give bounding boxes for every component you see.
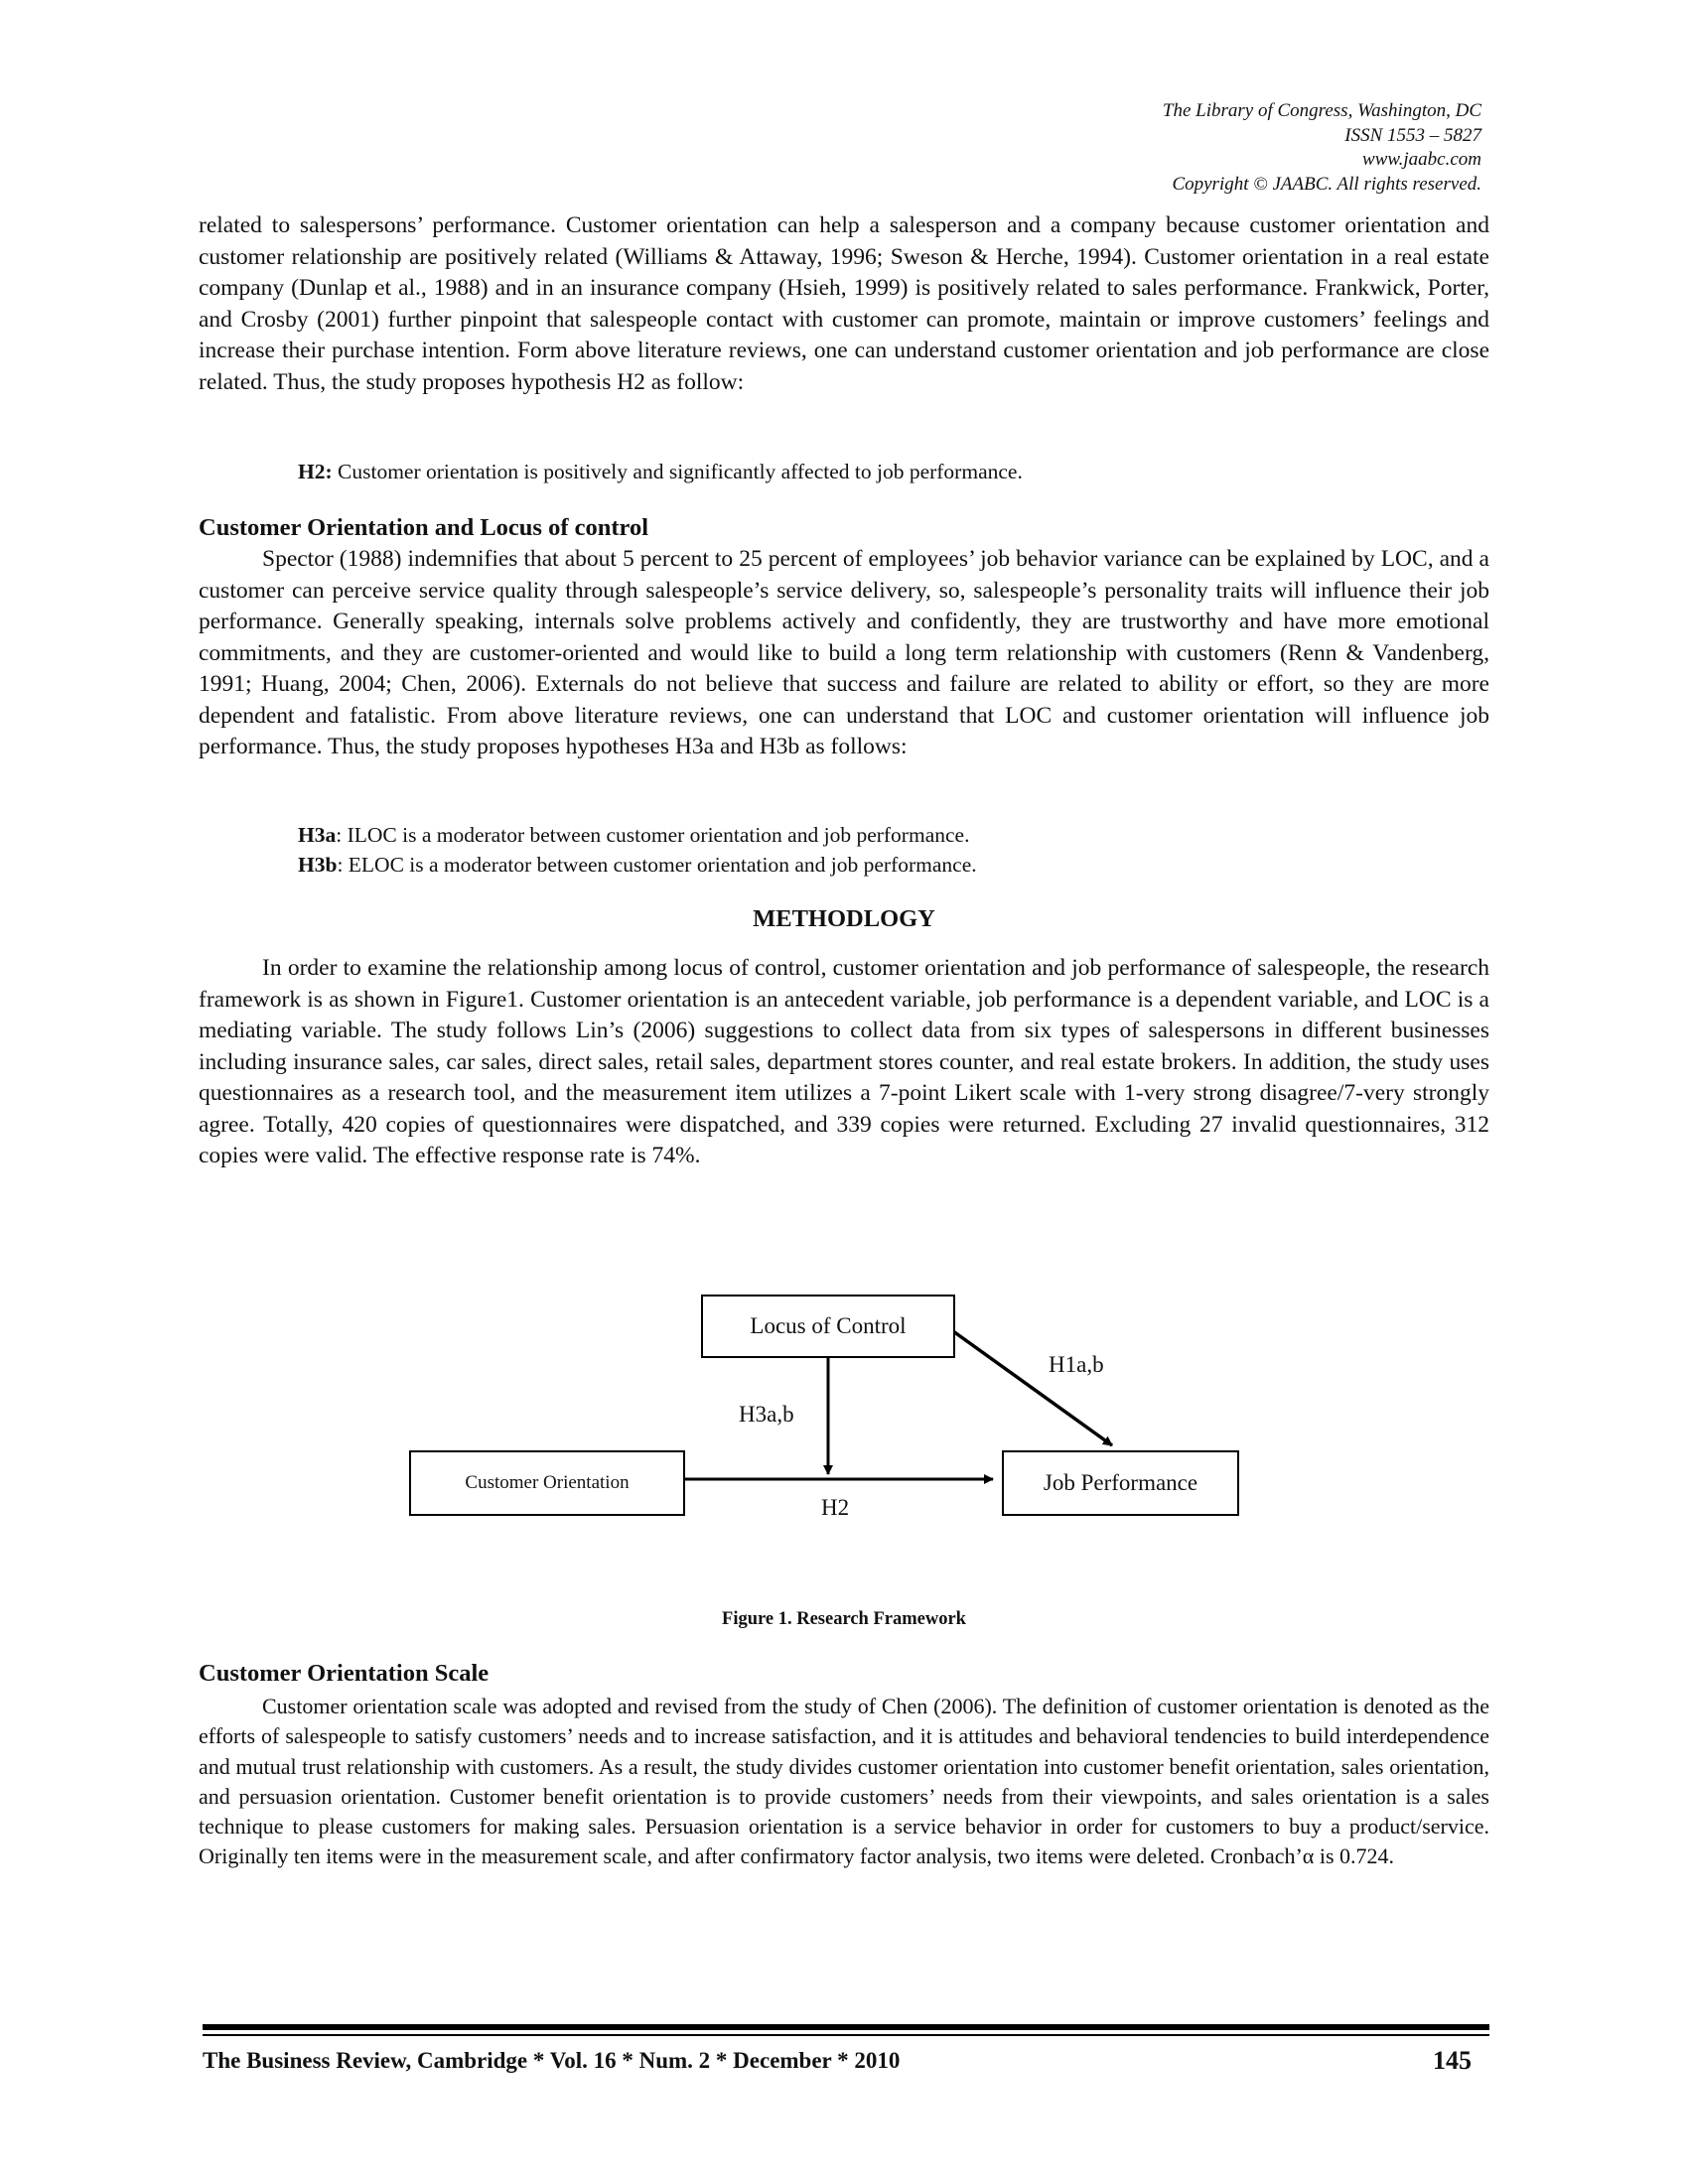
hypothesis-h3a-text: : ILOC is a moderator between customer orientation and job performance.	[336, 823, 970, 847]
header-issn: ISSN 1553 – 5827	[1344, 124, 1481, 146]
paragraph-methodology: In order to examine the relationship among locus of control, customer orientation and job performance of salespeople, the research framework is as shown in Figure1. Customer orientation is an antecedent variable, job performance is a dependent variable, and LOC is a mediating variable. The study follows Lin’s (2006) suggestions to collect data from six types of salespersons in different businesses including insurance sales, car sales, direct sales, retail sales, department stores counter, and real estate brokers. In addition, the study uses questionnaires as a research tool, and the measurement item utilizes a 7-point Likert scale with 1-very strong disagree/7-very strongly agree. Totally, 420 copies of questionnaires were dispatched, and 339 copies were returned. Excluding 27 invalid questionnaires, 312 copies were valid. The effective response rate is 74%.	[199, 955, 1489, 1168]
paragraph-scale: Customer orientation scale was adopted and revised from the study of Chen (2006). The definition of customer orientation is denoted as the efforts of salespeople to satisfy customers’ needs and to increase satisfaction, and it is attitudes and behavioral tendencies to build interdependence and mutual trust relationship with customers. As a result, the study divides customer orientation into customer benefit orientation, sales orientation, and persuasion orientation. Customer benefit orientation is to provide customers’ needs from their viewpoints, and sales orientation is a sales technique to please customers for making sales. Persuasion orientation is a service behavior in order for customers to buy a product/service. Originally ten items were in the measurement scale, and after confirmatory factor analysis, two items were deleted. Cronbach’α is 0.724.	[199, 1694, 1489, 1869]
running-header	[1163, 99, 1481, 197]
footer-journal: The Business Review, Cambridge * Vol. 16 * Num. 2 * December * 2010	[203, 2048, 901, 2073]
header-website: www.jaabc.com	[1362, 149, 1481, 170]
header-copyright: Copyright © JAABC. All rights reserved.	[1172, 173, 1481, 195]
label-h2: H2	[821, 1495, 850, 1520]
label-h3ab: H3a,b	[739, 1402, 794, 1427]
paragraph-loc: Spector (1988) indemnifies that about 5 percent to 25 percent of employees’ job behavior variance can be explained by LOC, and a customer can perceive service quality through salespeople’s service delivery, so, salespeople’s personality traits will influence their job performance. Generally speaking, internals solve problems actively and confidently, they are trustworthy and have more emotional commitments, and they are customer-oriented and would like to build a long term relationship with customers (Renn & Vandenberg, 1991; Huang, 2004; Chen, 2006). Externals do not believe that success and failure are related to ability or effort, so they are more dependent and fatalistic. From above literature reviews, one can understand that LOC and customer orientation will influence job performance. Thus, the study proposes hypotheses H3a and H3b as follows:	[199, 546, 1489, 759]
hypothesis-h3b-text: : ELOC is a moderator between customer orientation and job performance.	[337, 853, 977, 877]
header-library: The Library of Congress, Washington, DC	[1162, 100, 1481, 121]
hypothesis-h3a-label: H3a	[298, 823, 337, 847]
figure-caption: Figure 1. Research Framework	[722, 1609, 966, 1629]
section-heading-methodology: METHODLOGY	[753, 905, 935, 932]
hypothesis-h2-label: H2:	[298, 460, 333, 483]
footer-rule-thin	[203, 2034, 1489, 2036]
label-h1ab: H1a,b	[1049, 1352, 1104, 1377]
hypothesis-h3b-label: H3b	[298, 853, 338, 877]
footer-rule-thick	[203, 2024, 1489, 2030]
box-job-performance: Job Performance	[1002, 1450, 1239, 1516]
paragraph-continuation: related to salespersons’ performance. Customer orientation can help a salesperson and a company because customer orientation and customer relationship are positively related (Williams & Attaway, 1996; Sweson & Herche, 1994). Customer orientation in a real estate company (Dunlap et al., 1988) and in an insurance company (Hsieh, 1999) is positively related to sales performance. Frankwick, Porter, and Crosby (2001) further pinpoint that salespeople contact with customer can promote, maintain or improve customers’ feelings and increase their purchase intention. Form above literature reviews, one can understand customer orientation and job performance are close related. Thus, the study proposes hypothesis H2 as follow:	[199, 212, 1489, 395]
hypothesis-h2	[298, 457, 1023, 486]
box-customer-orientation: Customer Orientation	[409, 1450, 685, 1516]
hypothesis-h2-text: Customer orientation is positively and significantly affected to job performance.	[332, 460, 1023, 483]
figure-research-framework	[0, 1291, 1688, 1588]
hypothesis-h3a	[298, 820, 969, 850]
section-heading-loc: Customer Orientation and Locus of control	[199, 514, 649, 541]
arrow-loc-to-jp	[946, 1326, 1112, 1445]
box-locus-of-control: Locus of Control	[701, 1295, 955, 1358]
page-number: 145	[1433, 2046, 1472, 2075]
hypothesis-h3b	[298, 850, 977, 880]
section-heading-scale: Customer Orientation Scale	[199, 1660, 490, 1687]
